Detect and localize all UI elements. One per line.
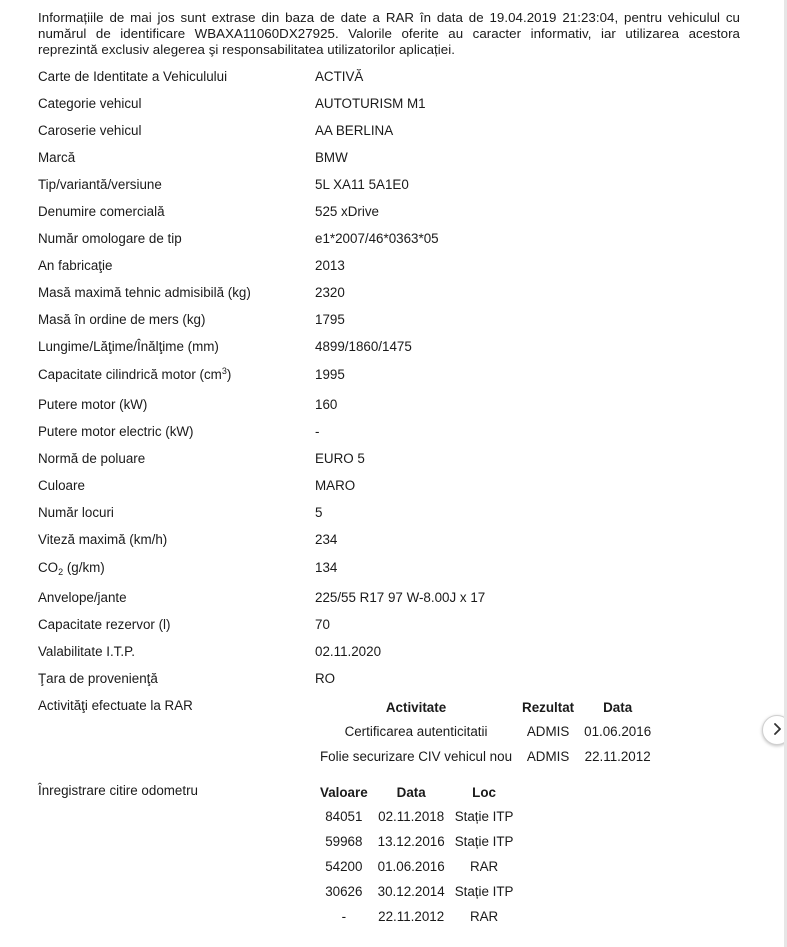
table-cell: RAR	[469, 859, 499, 874]
table-row	[315, 880, 518, 905]
info-value: 70	[315, 617, 330, 632]
table-cell: 22.11.2012	[584, 749, 651, 764]
intro-text: Informațiile de mai jos sunt extrase din baza de date a RAR în data de 19.04.2019 21:23:04, pentru vehiculul cu numărul de identificare WBAXA11060DX27925. Valorile oferite au caracter informativ, iar utilizarea acestora reprezintă exclusiv alegerea şi responsabilitatea utilizatorilor aplicației.	[38, 10, 740, 57]
table-row	[315, 745, 656, 770]
info-value: 02.11.2020	[315, 644, 382, 659]
table-cell: 54200	[325, 859, 363, 874]
table-row	[315, 720, 656, 745]
info-label: Masă în ordine de mers (kg)	[38, 312, 206, 327]
info-label: Număr omologare de tip	[38, 231, 182, 246]
table-row	[315, 855, 518, 880]
info-label: Normă de poluare	[38, 451, 146, 466]
table-cell: Stație ITP	[454, 884, 514, 899]
column-header: Activitate	[385, 700, 447, 715]
table-row	[315, 830, 518, 855]
column-header: Rezultat	[522, 700, 575, 715]
info-row-co2	[38, 556, 740, 587]
info-label: Denumire comercială	[38, 204, 165, 219]
table-cell: Stație ITP	[454, 834, 514, 849]
info-label: Carte de Identitate a Vehiculului	[38, 69, 228, 84]
info-value: 1995	[315, 367, 345, 382]
chevron-right-icon	[772, 723, 782, 738]
info-row	[38, 93, 740, 120]
info-row	[38, 475, 740, 502]
info-value: ACTIVĂ	[315, 69, 364, 84]
table-cell: 30.12.2014	[377, 884, 445, 899]
info-value: 5	[315, 505, 323, 520]
table-cell: 01.06.2016	[584, 724, 652, 739]
info-value: MARO	[315, 478, 356, 493]
odometer-table	[315, 780, 518, 930]
info-label: Categorie vehicul	[38, 96, 142, 111]
info-value: -	[315, 424, 320, 439]
info-value: 1795	[315, 312, 345, 327]
info-label: An fabricaţie	[38, 258, 113, 273]
table-cell: 02.11.2018	[378, 809, 445, 824]
info-label: Activităţi efectuate la RAR	[38, 698, 193, 713]
info-row	[38, 228, 740, 255]
table-cell: ADMIS	[526, 724, 570, 739]
info-row	[38, 336, 740, 363]
table-row	[315, 905, 518, 930]
info-row	[38, 448, 740, 475]
info-row	[38, 529, 740, 556]
info-label: Viteză maximă (km/h)	[38, 532, 168, 547]
info-value: 134	[315, 560, 338, 575]
vehicle-info-table	[38, 66, 740, 930]
info-row	[38, 614, 740, 641]
info-label: Înregistrare citire odometru	[38, 783, 199, 798]
table-cell: 01.06.2016	[377, 859, 445, 874]
info-row	[38, 120, 740, 147]
info-label: Ţara de provenienţă	[38, 671, 158, 686]
column-header: Data	[396, 785, 426, 800]
info-value: e1*2007/46*0363*05	[315, 231, 439, 246]
info-row	[38, 282, 740, 309]
info-row	[38, 309, 740, 336]
info-label: Caroserie vehicul	[38, 123, 142, 138]
info-label: Capacitate rezervor (l)	[38, 617, 171, 632]
activities-table	[315, 695, 656, 770]
info-row	[38, 502, 740, 529]
info-row	[38, 255, 740, 282]
info-value: 160	[315, 397, 338, 412]
info-value: EURO 5	[315, 451, 365, 466]
info-label: Masă maximă tehnic admisibilă (kg)	[38, 285, 251, 300]
info-row	[38, 668, 740, 695]
info-label: Putere motor electric (kW)	[38, 424, 194, 439]
info-row-odometer	[38, 780, 740, 930]
info-row	[38, 587, 740, 614]
info-row	[38, 147, 740, 174]
info-row-activities	[38, 695, 740, 780]
info-value: 2013	[315, 258, 345, 273]
table-cell: 22.11.2012	[378, 909, 445, 924]
info-row	[38, 394, 740, 421]
info-row	[38, 174, 740, 201]
info-label: Anvelope/jante	[38, 590, 127, 605]
table-cell: 30626	[325, 884, 363, 899]
column-header: Data	[603, 700, 633, 715]
column-header: Loc	[472, 785, 496, 800]
info-value: AA BERLINA	[315, 123, 394, 138]
info-value: BMW	[315, 150, 348, 165]
info-row	[38, 641, 740, 668]
info-row-capacity	[38, 363, 740, 394]
info-label: $CO_2$ (g/km)	[38, 560, 105, 577]
info-value: RO	[315, 671, 336, 686]
info-value: 2320	[315, 285, 345, 300]
info-label: Lungime/Lăţime/Înălţime (mm)	[38, 339, 219, 354]
table-cell: -	[341, 909, 347, 924]
info-value: 4899/1860/1475	[315, 339, 412, 354]
table-cell: Folie securizare CIV vehicul nou	[320, 749, 513, 764]
table-cell: ADMIS	[526, 749, 570, 764]
table-cell: 59968	[325, 834, 363, 849]
info-label: Putere motor (kW)	[38, 397, 148, 412]
table-cell: Certificarea autenticitatii	[344, 724, 488, 739]
info-row	[38, 201, 740, 228]
vehicle-report	[38, 10, 740, 930]
table-cell: 84051	[325, 809, 363, 824]
info-value: 225/55 R17 97 W-8.00J x 17	[315, 590, 486, 605]
info-label: Valabilitate I.T.P.	[38, 644, 136, 659]
table-row	[315, 805, 518, 830]
info-label: Capacitate cilindrică motor $(cm^3)$	[38, 366, 232, 382]
info-value: 234	[315, 532, 338, 547]
info-value: AUTOTURISM M1	[315, 96, 426, 111]
info-value: 525 xDrive	[315, 204, 380, 219]
info-row	[38, 421, 740, 448]
info-label: Tip/variantă/versiune	[38, 177, 162, 192]
table-cell: Stație ITP	[454, 809, 514, 824]
info-label: Marcă	[38, 150, 76, 165]
info-row	[38, 66, 740, 93]
column-header: Valoare	[320, 785, 368, 800]
table-cell: RAR	[469, 909, 499, 924]
info-value: 5L XA11 5A1E0	[315, 177, 409, 192]
info-label: Culoare	[38, 478, 85, 493]
info-label: Număr locuri	[38, 505, 114, 520]
table-cell: 13.12.2016	[377, 834, 445, 849]
